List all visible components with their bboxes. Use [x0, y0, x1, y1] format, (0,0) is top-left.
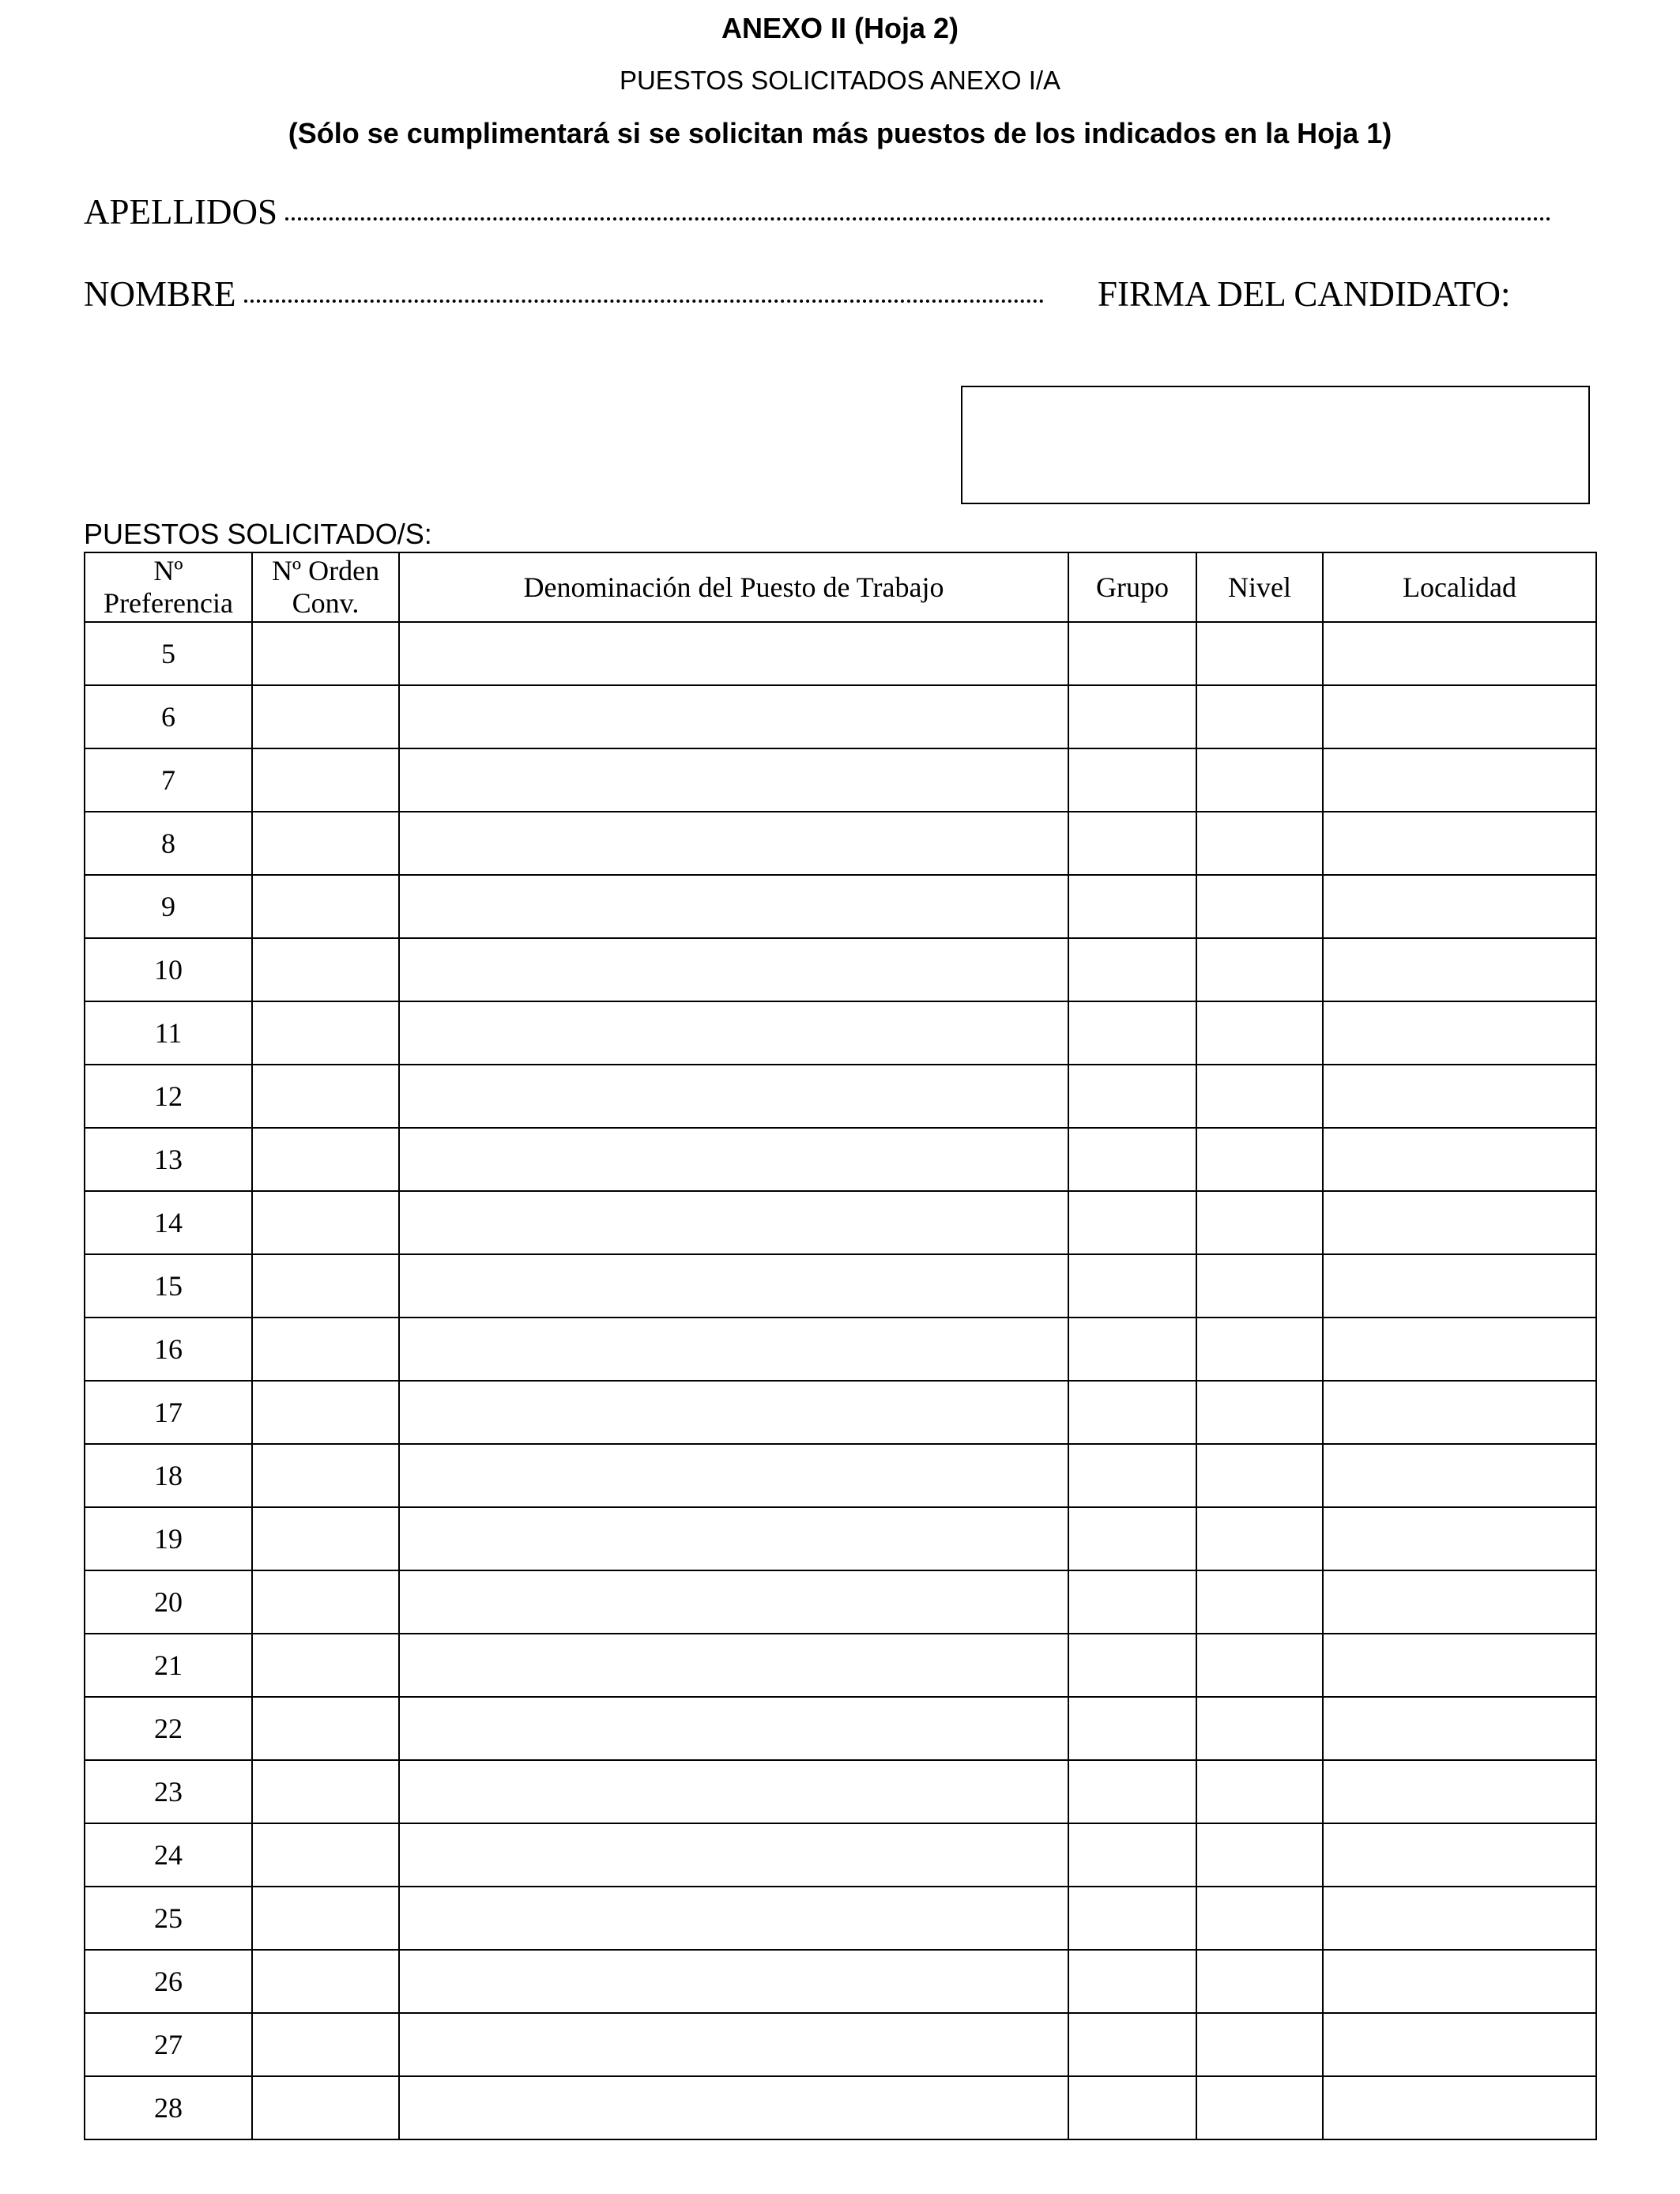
cell-denominacion[interactable]: [399, 1950, 1068, 2013]
cell-nivel[interactable]: [1196, 1634, 1323, 1697]
cell-preferencia: 9: [85, 875, 252, 938]
nombre-field: [84, 272, 1044, 316]
nombre-label: NOMBRE: [84, 274, 236, 314]
cell-orden[interactable]: [252, 622, 399, 685]
cell-denominacion[interactable]: [399, 1760, 1068, 1823]
cell-orden[interactable]: [252, 1634, 399, 1697]
cell-preferencia: 22: [85, 1697, 252, 1760]
cell-denominacion[interactable]: [399, 685, 1068, 748]
cell-localidad[interactable]: [1323, 1507, 1596, 1570]
cell-orden[interactable]: [252, 1128, 399, 1191]
apellidos-dotted-line[interactable]: [285, 217, 1551, 221]
table-row: [85, 1697, 1596, 1760]
header-orden-line2: Conv.: [292, 587, 360, 619]
cell-nivel[interactable]: [1196, 875, 1323, 938]
cell-denominacion[interactable]: [399, 1318, 1068, 1381]
cell-preferencia: 24: [85, 1823, 252, 1887]
cell-localidad[interactable]: [1323, 1760, 1596, 1823]
cell-nivel[interactable]: [1196, 622, 1323, 685]
cell-nivel[interactable]: [1196, 748, 1323, 812]
cell-localidad[interactable]: [1323, 812, 1596, 875]
cell-preferencia: 16: [85, 1318, 252, 1381]
cell-preferencia: 27: [85, 2013, 252, 2076]
cell-preferencia: 26: [85, 1950, 252, 2013]
cell-denominacion[interactable]: [399, 748, 1068, 812]
cell-localidad[interactable]: [1323, 1697, 1596, 1760]
cell-grupo[interactable]: [1068, 1760, 1196, 1823]
table-label: PUESTOS SOLICITADO/S:: [84, 518, 432, 550]
cell-grupo[interactable]: [1068, 2076, 1196, 2139]
cell-orden[interactable]: [252, 1444, 399, 1507]
cell-localidad[interactable]: [1323, 685, 1596, 748]
cell-localidad[interactable]: [1323, 1634, 1596, 1697]
table-row: [85, 1444, 1596, 1507]
cell-localidad[interactable]: [1323, 1570, 1596, 1634]
cell-grupo[interactable]: [1068, 1507, 1196, 1570]
cell-denominacion[interactable]: [399, 938, 1068, 1001]
header-nivel: Nivel: [1196, 552, 1323, 622]
table-row: [85, 1381, 1596, 1444]
cell-orden[interactable]: [252, 1191, 399, 1254]
cell-denominacion[interactable]: [399, 1191, 1068, 1254]
cell-denominacion[interactable]: [399, 1507, 1068, 1570]
cell-grupo[interactable]: [1068, 1887, 1196, 1950]
cell-preferencia: 28: [85, 2076, 252, 2139]
cell-grupo[interactable]: [1068, 2013, 1196, 2076]
instruction-note: (Sólo se cumplimentará si se solicitan más puestos de los indicados en la Hoja 1): [288, 117, 1392, 149]
cell-nivel[interactable]: [1196, 1507, 1323, 1570]
cell-orden[interactable]: [252, 2013, 399, 2076]
apellidos-field: [84, 190, 1551, 234]
cell-orden[interactable]: [252, 1254, 399, 1318]
cell-localidad[interactable]: [1323, 2013, 1596, 2076]
table-row: [85, 875, 1596, 938]
cell-nivel[interactable]: [1196, 1254, 1323, 1318]
cell-nivel[interactable]: [1196, 1950, 1323, 2013]
cell-orden[interactable]: [252, 812, 399, 875]
table-row: [85, 2076, 1596, 2139]
table-row: [85, 812, 1596, 875]
table-row: [85, 1128, 1596, 1191]
cell-preferencia: 20: [85, 1570, 252, 1634]
cell-orden[interactable]: [252, 2076, 399, 2139]
positions-table: [84, 552, 1597, 2140]
cell-orden[interactable]: [252, 1570, 399, 1634]
cell-nivel[interactable]: [1196, 1128, 1323, 1191]
table-row: [85, 938, 1596, 1001]
cell-localidad[interactable]: [1323, 875, 1596, 938]
table-header-row: [85, 552, 1596, 622]
header-preferencia-line2: Preferencia: [104, 587, 233, 619]
cell-denominacion[interactable]: [399, 1697, 1068, 1760]
cell-grupo[interactable]: [1068, 1950, 1196, 2013]
cell-orden[interactable]: [252, 685, 399, 748]
cell-nivel[interactable]: [1196, 1444, 1323, 1507]
cell-nivel[interactable]: [1196, 1318, 1323, 1381]
cell-denominacion[interactable]: [399, 812, 1068, 875]
table-row: [85, 2013, 1596, 2076]
cell-localidad[interactable]: [1323, 1065, 1596, 1128]
cell-orden[interactable]: [252, 938, 399, 1001]
table-row: [85, 1634, 1596, 1697]
cell-orden[interactable]: [252, 1381, 399, 1444]
cell-localidad[interactable]: [1323, 1887, 1596, 1950]
cell-preferencia: 25: [85, 1887, 252, 1950]
cell-orden[interactable]: [252, 1001, 399, 1065]
table-row: [85, 1065, 1596, 1128]
cell-preferencia: 6: [85, 685, 252, 748]
header-preferencia: [85, 552, 252, 622]
table-row: [85, 685, 1596, 748]
cell-localidad[interactable]: [1323, 1823, 1596, 1887]
cell-grupo[interactable]: [1068, 1823, 1196, 1887]
cell-nivel[interactable]: [1196, 2076, 1323, 2139]
cell-grupo[interactable]: [1068, 1634, 1196, 1697]
cell-denominacion[interactable]: [399, 2013, 1068, 2076]
cell-nivel[interactable]: [1196, 1191, 1323, 1254]
cell-grupo[interactable]: [1068, 938, 1196, 1001]
header-orden-line1: Nº Orden: [271, 555, 380, 586]
cell-nivel[interactable]: [1196, 685, 1323, 748]
cell-grupo[interactable]: [1068, 1697, 1196, 1760]
table-row: [85, 1887, 1596, 1950]
cell-preferencia: 12: [85, 1065, 252, 1128]
table-row: [85, 748, 1596, 812]
cell-localidad[interactable]: [1323, 1191, 1596, 1254]
cell-preferencia: 18: [85, 1444, 252, 1507]
cell-denominacion[interactable]: [399, 1823, 1068, 1887]
nombre-dotted-line[interactable]: [244, 300, 1044, 303]
cell-localidad[interactable]: [1323, 1444, 1596, 1507]
table-row: [85, 1254, 1596, 1318]
cell-grupo[interactable]: [1068, 1254, 1196, 1318]
cell-preferencia: 5: [85, 622, 252, 685]
cell-localidad[interactable]: [1323, 1381, 1596, 1444]
cell-nivel[interactable]: [1196, 1823, 1323, 1887]
cell-preferencia: 7: [85, 748, 252, 812]
cell-localidad[interactable]: [1323, 622, 1596, 685]
document-subtitle: PUESTOS SOLICITADOS ANEXO I/A: [619, 66, 1061, 95]
cell-denominacion[interactable]: [399, 1254, 1068, 1318]
table-row: [85, 1760, 1596, 1823]
cell-grupo[interactable]: [1068, 1191, 1196, 1254]
cell-orden[interactable]: [252, 1697, 399, 1760]
cell-localidad[interactable]: [1323, 1128, 1596, 1191]
cell-grupo[interactable]: [1068, 1001, 1196, 1065]
cell-denominacion[interactable]: [399, 2076, 1068, 2139]
cell-nivel[interactable]: [1196, 1001, 1323, 1065]
cell-preferencia: 11: [85, 1001, 252, 1065]
cell-denominacion[interactable]: [399, 1128, 1068, 1191]
cell-nivel[interactable]: [1196, 1760, 1323, 1823]
cell-preferencia: 10: [85, 938, 252, 1001]
cell-orden[interactable]: [252, 1318, 399, 1381]
cell-grupo[interactable]: [1068, 1065, 1196, 1128]
cell-grupo[interactable]: [1068, 622, 1196, 685]
cell-preferencia: 21: [85, 1634, 252, 1697]
header-localidad: Localidad: [1323, 552, 1596, 622]
table-row: [85, 1823, 1596, 1887]
cell-localidad[interactable]: [1323, 1318, 1596, 1381]
cell-nivel[interactable]: [1196, 938, 1323, 1001]
document-title: ANEXO II (Hoja 2): [721, 12, 959, 44]
table-row: [85, 1570, 1596, 1634]
cell-grupo[interactable]: [1068, 812, 1196, 875]
cell-nivel[interactable]: [1196, 2013, 1323, 2076]
table-body: [85, 622, 1596, 2139]
cell-nivel[interactable]: [1196, 1697, 1323, 1760]
cell-denominacion[interactable]: [399, 1634, 1068, 1697]
cell-denominacion[interactable]: [399, 875, 1068, 938]
cell-preferencia: 14: [85, 1191, 252, 1254]
cell-grupo[interactable]: [1068, 685, 1196, 748]
cell-denominacion[interactable]: [399, 1381, 1068, 1444]
cell-denominacion[interactable]: [399, 1065, 1068, 1128]
cell-localidad[interactable]: [1323, 938, 1596, 1001]
cell-grupo[interactable]: [1068, 1128, 1196, 1191]
cell-denominacion[interactable]: [399, 1887, 1068, 1950]
firma-label: FIRMA DEL CANDIDATO:: [1098, 274, 1511, 314]
cell-grupo[interactable]: [1068, 875, 1196, 938]
cell-grupo[interactable]: [1068, 1318, 1196, 1381]
cell-grupo[interactable]: [1068, 1570, 1196, 1634]
cell-localidad[interactable]: [1323, 748, 1596, 812]
cell-preferencia: 13: [85, 1128, 252, 1191]
cell-nivel[interactable]: [1196, 1065, 1323, 1128]
cell-localidad[interactable]: [1323, 1001, 1596, 1065]
header-preferencia-line1: Nº: [153, 555, 183, 586]
cell-localidad[interactable]: [1323, 1254, 1596, 1318]
cell-localidad[interactable]: [1323, 2076, 1596, 2139]
cell-localidad[interactable]: [1323, 1950, 1596, 2013]
cell-denominacion[interactable]: [399, 1444, 1068, 1507]
cell-orden[interactable]: [252, 875, 399, 938]
cell-grupo[interactable]: [1068, 1381, 1196, 1444]
table-row: [85, 1318, 1596, 1381]
table-row: [85, 1001, 1596, 1065]
cell-orden[interactable]: [252, 1950, 399, 2013]
signature-box[interactable]: [961, 386, 1590, 504]
cell-denominacion[interactable]: [399, 1570, 1068, 1634]
cell-orden[interactable]: [252, 1887, 399, 1950]
cell-preferencia: 8: [85, 812, 252, 875]
cell-nivel[interactable]: [1196, 1887, 1323, 1950]
header-grupo: Grupo: [1068, 552, 1196, 622]
cell-orden[interactable]: [252, 1507, 399, 1570]
header-denominacion: Denominación del Puesto de Trabajo: [399, 552, 1068, 622]
cell-grupo[interactable]: [1068, 748, 1196, 812]
cell-nivel[interactable]: [1196, 1570, 1323, 1634]
table-row: [85, 1950, 1596, 2013]
apellidos-label: APELLIDOS: [84, 192, 277, 232]
cell-preferencia: 17: [85, 1381, 252, 1444]
table-row: [85, 622, 1596, 685]
cell-nivel[interactable]: [1196, 1381, 1323, 1444]
cell-denominacion[interactable]: [399, 1001, 1068, 1065]
cell-preferencia: 23: [85, 1760, 252, 1823]
cell-orden[interactable]: [252, 1760, 399, 1823]
cell-preferencia: 19: [85, 1507, 252, 1570]
cell-nivel[interactable]: [1196, 812, 1323, 875]
header-orden: [252, 552, 399, 622]
cell-denominacion[interactable]: [399, 622, 1068, 685]
cell-orden[interactable]: [252, 748, 399, 812]
cell-grupo[interactable]: [1068, 1444, 1196, 1507]
cell-orden[interactable]: [252, 1065, 399, 1128]
table-row: [85, 1191, 1596, 1254]
table-row: [85, 1507, 1596, 1570]
cell-preferencia: 15: [85, 1254, 252, 1318]
cell-orden[interactable]: [252, 1823, 399, 1887]
